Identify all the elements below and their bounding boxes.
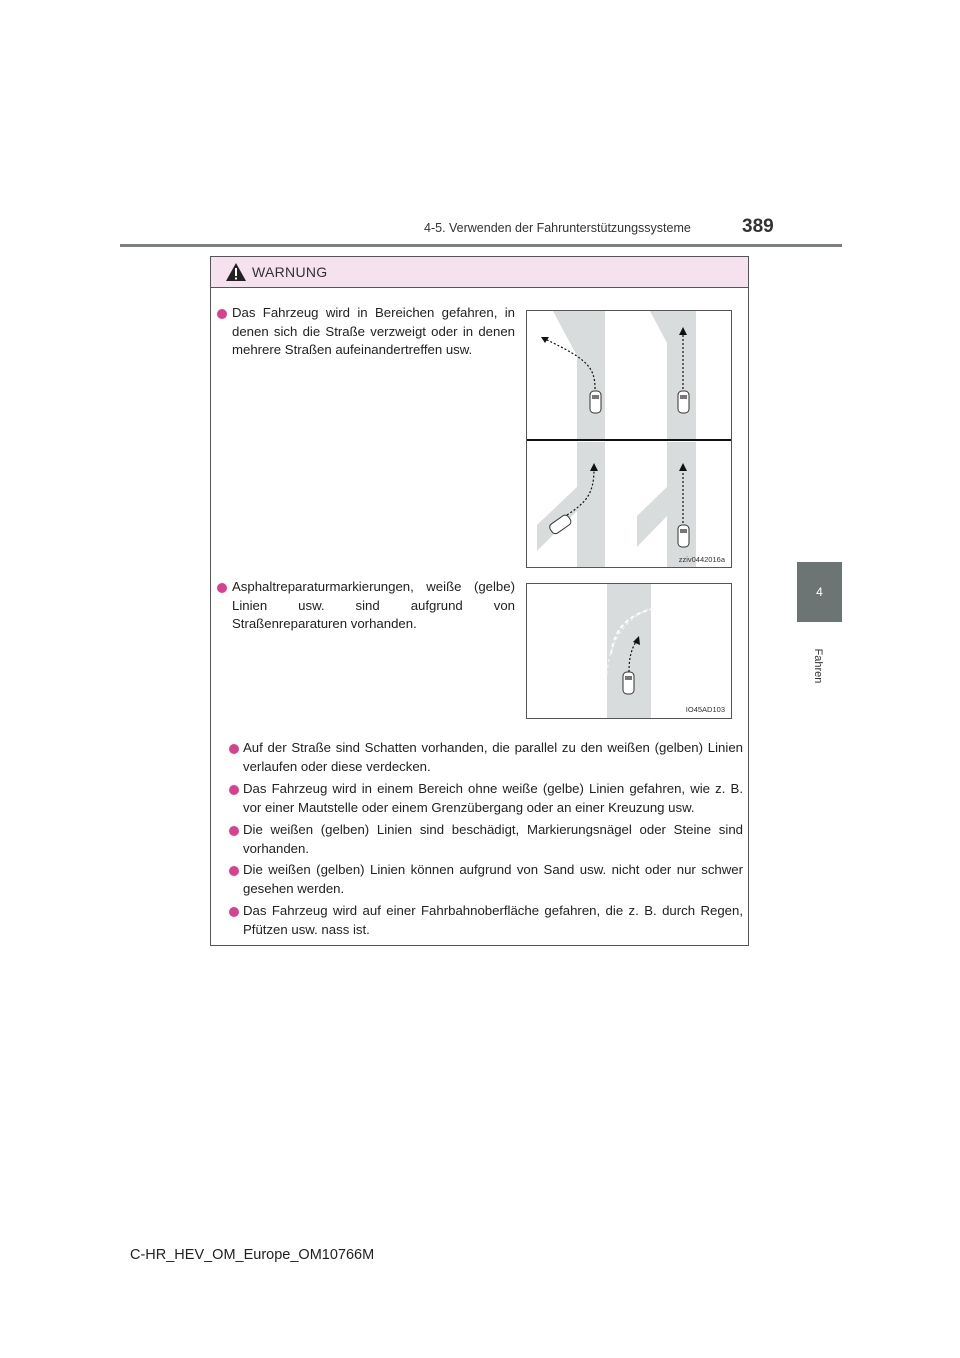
header-section-title: 4-5. Verwenden der Fahrunterstützungssysteme — [424, 221, 691, 235]
road-branches-illustration — [527, 311, 731, 567]
chapter-tab[interactable] — [797, 562, 842, 622]
bullet-icon — [229, 785, 239, 795]
warning-title: WARNUNG — [252, 264, 328, 280]
figure-road-branches — [526, 310, 732, 568]
warning-item-5: Die weißen (gelben) Linien sind beschädigt, Markierungsnägel oder Steine sind vorhanden. — [243, 822, 743, 856]
warning-item-6: Die weißen (gelben) Linien können aufgrund von Sand usw. nicht oder nur schwer gesehen werden. — [243, 862, 743, 896]
figure-code-2: IO45AD103 — [685, 705, 725, 714]
bullet-icon — [229, 744, 239, 754]
warning-item-3: Auf der Straße sind Schatten vorhanden, die parallel zu den weißen (gelben) Linien verlaufen oder diese verdecken. — [243, 740, 743, 774]
figure-repair-markings — [526, 583, 732, 719]
warning-triangle-icon — [225, 262, 247, 282]
bullet-icon — [229, 826, 239, 836]
bullet-icon — [217, 309, 227, 319]
repair-markings-illustration — [527, 584, 731, 718]
bullet-icon — [229, 907, 239, 917]
warning-header — [211, 257, 748, 288]
page-number: 389 — [742, 216, 774, 237]
warning-item-2: Asphaltreparaturmarkierungen, weiße (gelbe) Linien usw. sind aufgrund von Straßenreparaturen vorhanden. — [232, 579, 515, 631]
warning-item-1: Das Fahrzeug wird in Bereichen gefahren, in denen sich die Straße verzweigt oder in denen mehrere Straßen aufeinandertreffen usw. — [232, 305, 515, 357]
bullet-icon — [217, 583, 227, 593]
warning-item-7: Das Fahrzeug wird auf einer Fahrbahnoberfläche gefahren, die z. B. durch Regen, Pfützen usw. nass ist. — [243, 903, 743, 937]
warning-box — [210, 256, 749, 946]
warning-item-4: Das Fahrzeug wird in einem Bereich ohne weiße (gelbe) Linien gefahren, wie z. B. vor einer Mautstelle oder einem Grenzübergang oder an einer Kreuzung usw. — [243, 781, 743, 815]
figure-code-1: zziv0442016a — [678, 555, 725, 564]
document-code: C-HR_HEV_OM_Europe_OM10766M — [130, 1247, 375, 1263]
header-rule — [120, 244, 842, 247]
bullet-icon — [229, 866, 239, 876]
chapter-label: Fahren — [812, 648, 824, 684]
chapter-number: 4 — [816, 585, 823, 599]
